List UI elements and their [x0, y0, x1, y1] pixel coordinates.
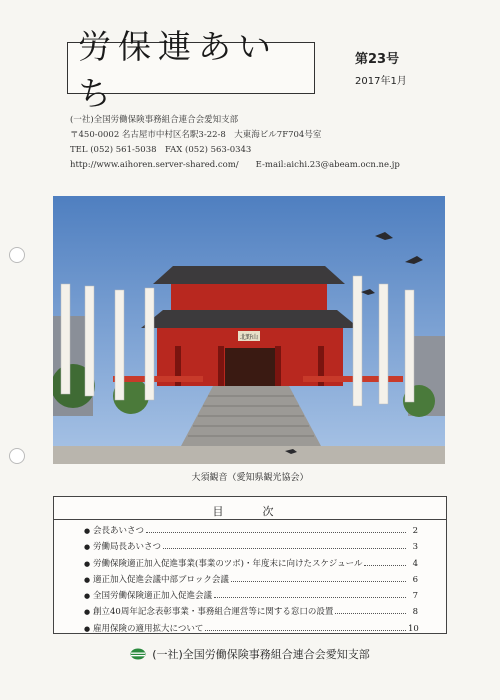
punch-hole-top: [9, 247, 25, 263]
footer: [0, 646, 500, 662]
dot-leader: [214, 590, 406, 598]
gate-sign: 北野山: [239, 334, 259, 341]
dot-leader: [163, 541, 406, 549]
toc-item-title: 雇用保険の適用拡大について: [93, 623, 204, 634]
toc-divider: [54, 519, 446, 520]
bullet-icon: ●: [84, 543, 91, 552]
toc-item[interactable]: [84, 557, 418, 573]
toc-item-page: 4: [412, 558, 418, 569]
masthead: [67, 27, 315, 113]
toc-item[interactable]: [84, 524, 418, 540]
dot-leader: [205, 623, 406, 631]
bullet-icon: ●: [84, 527, 91, 535]
dot-leader: [335, 606, 406, 614]
toc-item[interactable]: [84, 573, 418, 589]
toc-item-page: 3: [412, 542, 418, 553]
footer-org-name: (一社)全国労働保険事務組合連合会愛知支部: [152, 648, 370, 661]
newsletter-title: 労保連あいち: [78, 27, 278, 113]
bullet-icon: ●: [84, 624, 91, 633]
dot-leader: [364, 558, 406, 566]
toc-heading: 目 次: [212, 505, 288, 518]
bullet-icon: ●: [84, 592, 91, 601]
association-logo-icon: [130, 648, 146, 660]
toc-item[interactable]: [84, 589, 418, 605]
issue-number: 第23号: [355, 52, 400, 67]
bullet-icon: ●: [84, 608, 91, 617]
toc-item-page: 7: [412, 591, 418, 602]
toc-item[interactable]: [84, 605, 418, 621]
toc-item-title: 労働保険適正加入促進事業(事業のツボ)・年度末に向けたスケジュール: [93, 558, 363, 569]
toc-item[interactable]: [84, 540, 418, 556]
postal-address: 〒450-0002 名古屋市中村区名駅3-22-8 大東海ビル7F704号室: [70, 130, 322, 140]
toc-item-title: 会長あいさつ: [93, 526, 145, 536]
table-of-contents: [53, 496, 447, 634]
temple-photo: [53, 196, 445, 464]
toc-item[interactable]: [84, 622, 418, 638]
toc-item-page: 8: [412, 607, 418, 618]
toc-item-title: 創立40周年記念表彰事業・事務組合運営等に関する窓口の設置: [93, 607, 334, 618]
publisher-name: (一社)全国労働保険事務組合連合会愛知支部: [70, 115, 239, 125]
dot-leader: [231, 574, 406, 582]
bullet-icon: ●: [84, 559, 91, 568]
toc-item-title: 適正加入促進会議中部ブロック会議: [93, 574, 229, 585]
web-email: http://www.aihoren.server-shared.com/ E-mail:aichi.23@abeam.ocn.ne.jp: [70, 160, 400, 170]
toc-item-page: 2: [412, 526, 418, 536]
bullet-icon: ●: [84, 575, 91, 584]
photo-caption: 大須観音（愛知県観光協会）: [191, 473, 309, 483]
phone-fax: TEL (052) 561-5038 FAX (052) 563-0343: [70, 145, 252, 155]
toc-item-page: 6: [412, 574, 418, 585]
toc-item-title: 労働局長あいさつ: [93, 542, 162, 553]
toc-item-page: 10: [408, 623, 419, 634]
dot-leader: [146, 525, 406, 533]
punch-hole-bottom: [9, 448, 25, 464]
toc-list: [84, 524, 418, 638]
issue-date: 2017年1月: [355, 76, 407, 87]
toc-item-title: 全国労働保険適正加入促進会議: [93, 591, 213, 602]
